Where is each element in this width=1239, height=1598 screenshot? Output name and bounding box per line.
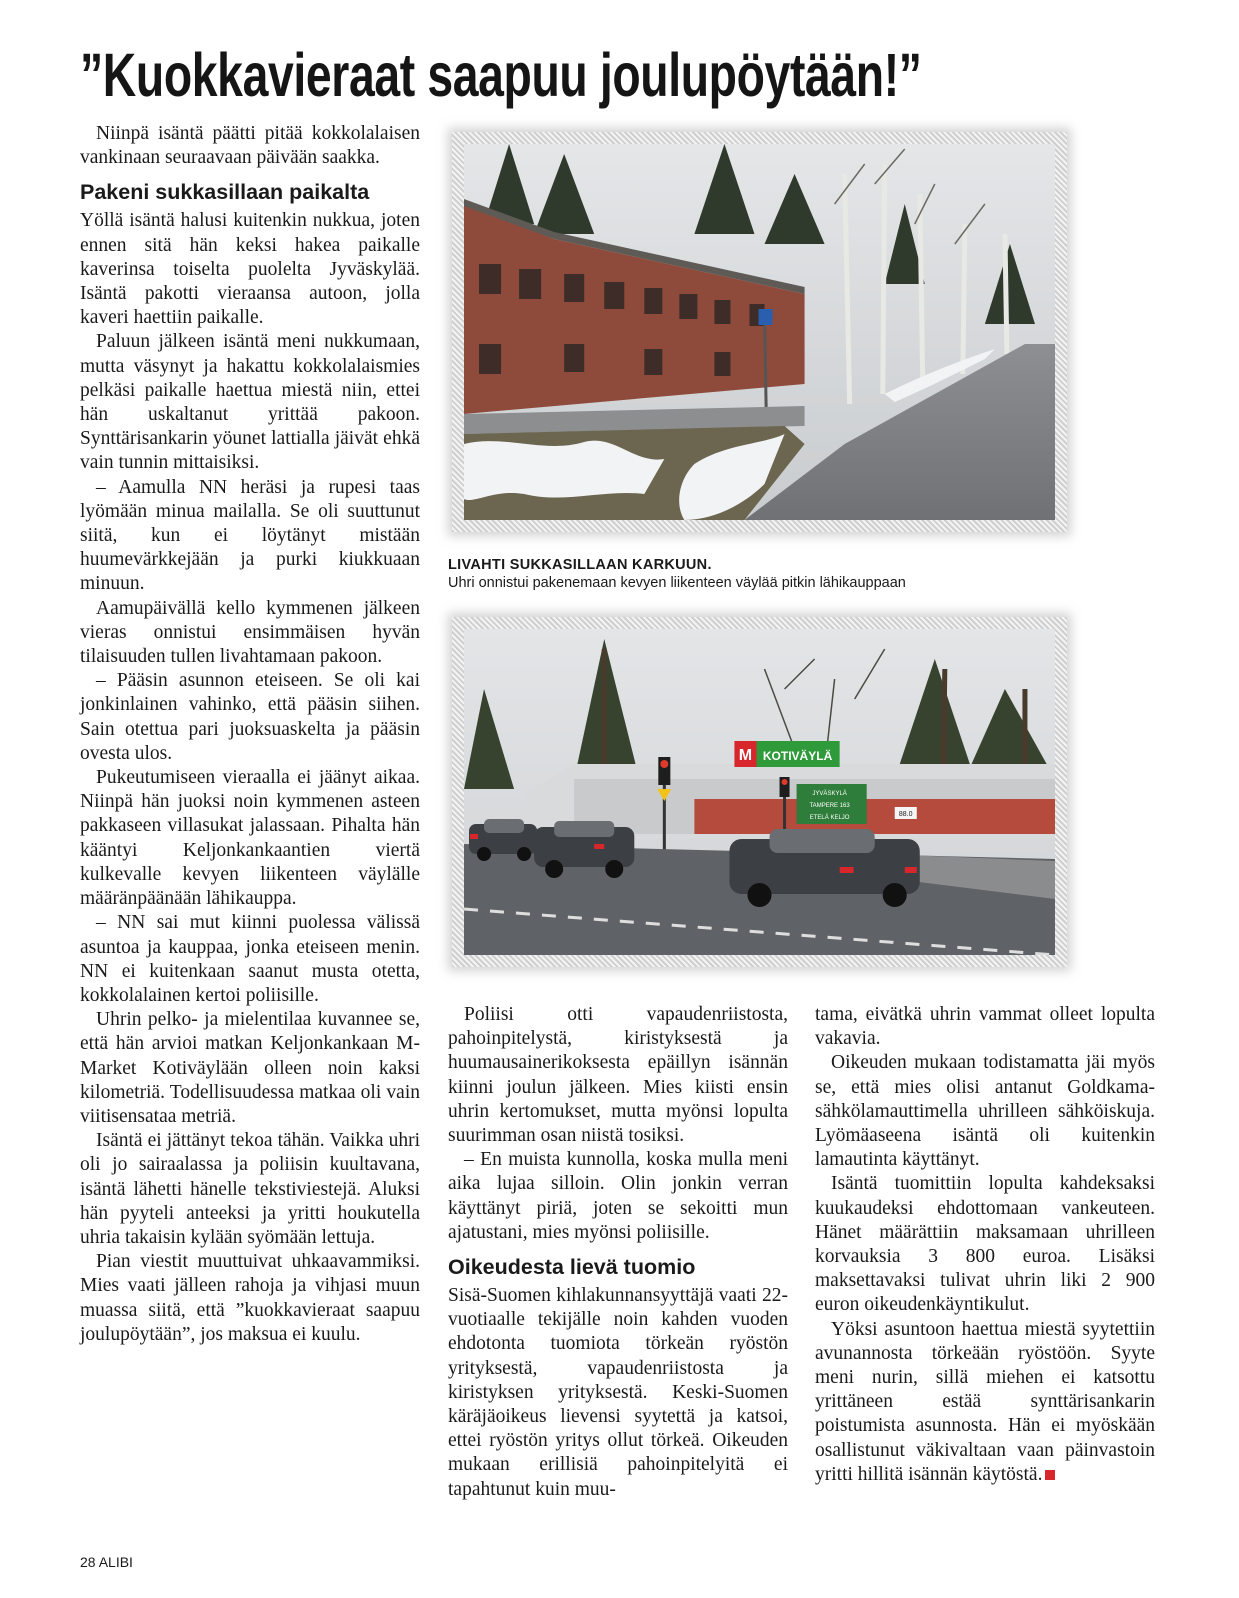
paragraph-last [815,1318,1155,1487]
store-sign-text: KOTIVÄYLÄ [762,749,833,763]
paragraph: Aamupäivällä kello kymmenen jälkeen vieras onnistui ensimmäisen hyvän tilaisuuden tullen livahtamaan pakoon. [80,597,420,668]
road-sign-line: ETELÄ KELJO [809,815,850,821]
photo-building-path [452,132,1067,532]
photo-store-image [464,629,1055,955]
paragraph-text: Yöksi asuntoon haettua miestä syytettiin avunannosta törkeään ryöstöön. Syyte meni nurin, sillä miehen ei katsottu yrittäneen estää synttärisankarin poistumista asunnosta. Hän ei myöskään osallistunut väkivaltaan vaan päinvastoin yritti hillitä isännän käytöstä. [815,1318,1155,1485]
photo-caption [448,556,1088,592]
end-mark-icon [1045,1470,1055,1480]
photo-store-road [452,617,1067,967]
subheading: Oikeudesta lievä tuomio [448,1255,696,1280]
paragraph: Isäntä ei jättänyt tekoa tähän. Vaikka uhri oli jo sairaalassa ja poliisin kuultavana, isäntä lähetti hänelle tekstiviestejä. Aluksi hän pyyteli anteeksi ja yritti houkutella uhria takaisin kylään syömään lettuja. [80,1130,420,1248]
paragraph: tama, eivätkä uhrin vammat olleet lopulta vakavia. [815,1004,1155,1050]
paragraph: – En muista kunnolla, koska mulla meni aika lujaa silloin. Olin jonkin verran käyttänyt piriä, joten se sekoitti mun ajatustani, mies myönsi poliisille. [448,1149,788,1243]
caption-text: Uhri onnistui pakenemaan kevyen liikenteen väylää pitkin lähikauppaan [448,575,906,591]
paragraph: – Aamulla NN heräsi ja rupesi taas lyömään minua mailalla. Se oli suuttunut siitä, kun ei löytänyt mistään huumevärkkejään ja purki kiukkuaan minuun. [80,476,420,595]
page-headline: ”Kuokkavieraat saapuu joulupöytään!” [80,41,922,109]
paragraph: Paluun jälkeen isäntä meni nukkumaan, mutta väsynyt ja hakattu kokkolalaismies pelkäsi paikalle haettua miestä niin, ettei hän uskaltanut yrittää pakoon. Synttärisankarin yöunet lattialla jäivät ehkä vain tunnin mittaisiksi. [80,331,420,474]
paragraph: – Pääsin asunnon eteiseen. Se oli kai jonkinlainen vahinko, että pääsin siihen. Sain otettua pari juoksuaskelta ja pääsin ovesta ulos. [80,670,420,764]
paragraph: Oikeuden mukaan todistamatta jäi myös se, että mies olisi antanut Goldkama-sähkölamauttimella uhrilleen sähköiskuja. Lyömäaseena isäntä oli kuitenkin lamautinta käyttänyt. [815,1052,1155,1171]
paragraph: Uhrin pelko- ja mielentilaa kuvannee se, että hän arvioi matkan Keljonkankaan M-Market Kotiväylään olleen noin kaksi kilometriä. Todellisuudessa matkaa oli vain viitisensataa metriä. [80,1009,420,1127]
paragraph: – NN sai mut kiinni puolessa välissä asuntoa ja kauppaa, jonka eteiseen menin. NN ei kuitenkaan saanut musta otetta, kokkolalainen kertoi poliisille. [80,912,420,1006]
article-column-1 [80,122,420,1347]
road-sign-line: TAMPERE 163 [809,803,850,809]
paragraph: Pukeutumiseen vieraalla ei jäänyt aikaa. Niinpä hän juoksi noin kymmenen asteen pakkaseen villasukat jalassaan. Pihalta hän kääntyi Keljonkankaantien viertä kulkevalle kevyen liikenteen väylälle määränpäänään lähikauppa. [80,767,420,910]
paragraph: Yöllä isäntä halusi kuitenkin nukkua, joten ennen sitä hän keksi hakea paikalle kaverinsa toiselta puolelta Jyväskylää. Isäntä pakotti vieraansa autoon, jolla kaveri haettiin paikalle. [80,210,420,329]
photo-building-image [464,144,1055,520]
price-sign: 88.0 [898,811,913,818]
paragraph: Isäntä tuomittiin lopulta kahdeksaksi kuukaudeksi ehdottomaan vankeuteen. Hänet määrättiin maksamaan uhrilleen korvauksia 3 800 euroa. Lisäksi maksettavaksi tulivat uhrin liki 2 900 euron oikeudenkäyntikulut. [815,1173,1155,1316]
subheading: Pakeni sukkasillaan paikalta [80,180,370,205]
page-footer: 28 ALIBI [80,1554,133,1570]
paragraph: Niinpä isäntä päätti pitää kokkolalaisen vankinaan seuraavaan päivään saakka. [80,123,420,169]
road-sign-line: JYVÄSKYLÄ [812,791,847,797]
paragraph: Sisä-Suomen kihlakunnansyyttäjä vaati 22-vuotiaalle tekijälle noin kahden vuoden ehdotonta tuomiota törkeän ryöstön yrityksestä, vapaudenriistosta ja kiristyksen yrityksestä. Keski-Suomen käräjäoikeus lievensi syytettä ja katsoi, ettei ryöstön yritys ollut törkeä. Oikeuden mukaan erillisiä pahoinpitelyitä ei tapahtunut kuin muu- [448,1285,788,1500]
article-column-3 [815,1003,1155,1487]
caption-title: LIVAHTI SUKKASILLAAN KARKUUN. [448,557,712,573]
article-column-2 [448,1003,788,1502]
store-logo-letter: M [738,747,753,764]
paragraph: Pian viestit muuttuivat uhkaavammiksi. Mies vaati jälleen rahoja ja vihjasi muun muassa siitä, että ”kuokkavieraat saapuu joulupöytään”, jos maksua ei kuulu. [80,1251,420,1345]
paragraph: Poliisi otti vapaudenriistosta, pahoinpitelystä, kiristyksestä ja huumausainerikoksesta epäillyn isännän kiinni joulun jälkeen. Mies kiisti ensin uhrin kertomukset, mutta myönsi lopulta suurimman osan niistä tosiksi. [448,1004,788,1147]
